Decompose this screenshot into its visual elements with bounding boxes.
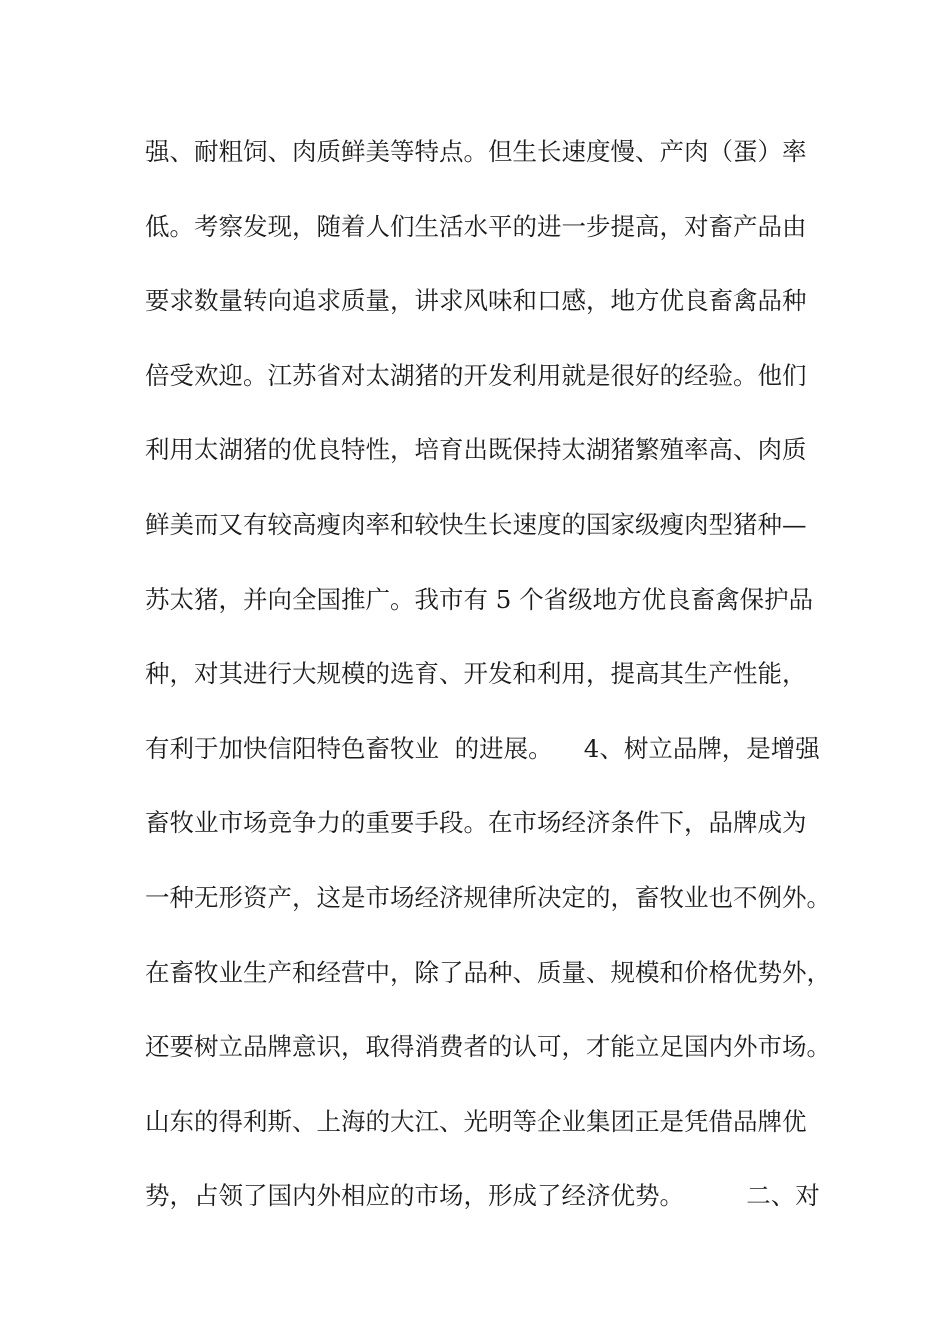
text-line-4: 倍受欢迎。江苏省对太湖猪的开发利用就是很好的经验。他们 — [145, 360, 807, 390]
text-line-14: 山东的得利斯、上海的大江、光明等企业集团正是凭借品牌优 — [145, 1106, 807, 1136]
text-line-9: 有利于加快信阳特色畜牧业 的进展。 4、树立品牌，是增强 — [145, 733, 820, 763]
text-line-2: 低。考察发现，随着人们生活水平的进一步提高，对畜产品由 — [145, 211, 807, 241]
text-line-5: 利用太湖猪的优良特性，培育出既保持太湖猪繁殖率高、肉质 — [145, 435, 807, 465]
text-line-3: 要求数量转向追求质量，讲求风味和口感，地方优良畜禽品种 — [145, 286, 807, 316]
text-line-15: 势，占领了国内外相应的市场，形成了经济优势。 二、对 — [145, 1181, 820, 1211]
text-line-7: 苏太猪，并向全国推广。我市有 5 个省级地方优良畜禽保护品 — [145, 584, 814, 614]
text-line-8: 种，对其进行大规模的选育、开发和利用，提高其生产性能， — [145, 659, 807, 689]
text-line-13: 还要树立品牌意识，取得消费者的认可，才能立足国内外市场。 — [145, 1032, 831, 1062]
body-text — [145, 128, 845, 1247]
text-line-11: 一种无形资产，这是市场经济规律所决定的，畜牧业也不例外。 — [145, 882, 831, 912]
text-line-1: 强、耐粗饲、肉质鲜美等特点。但生长速度慢、产肉（蛋）率 — [145, 137, 807, 166]
text-line-10: 畜牧业市场竞争力的重要手段。在市场经济条件下，品牌成为 — [145, 808, 807, 838]
text-line-6: 鲜美而又有较高瘦肉率和较快生长速度的国家级瘦肉型猪种— — [145, 509, 807, 539]
text-line-12: 在畜牧业生产和经营中，除了品种、质量、规模和价格优势外， — [145, 957, 831, 987]
